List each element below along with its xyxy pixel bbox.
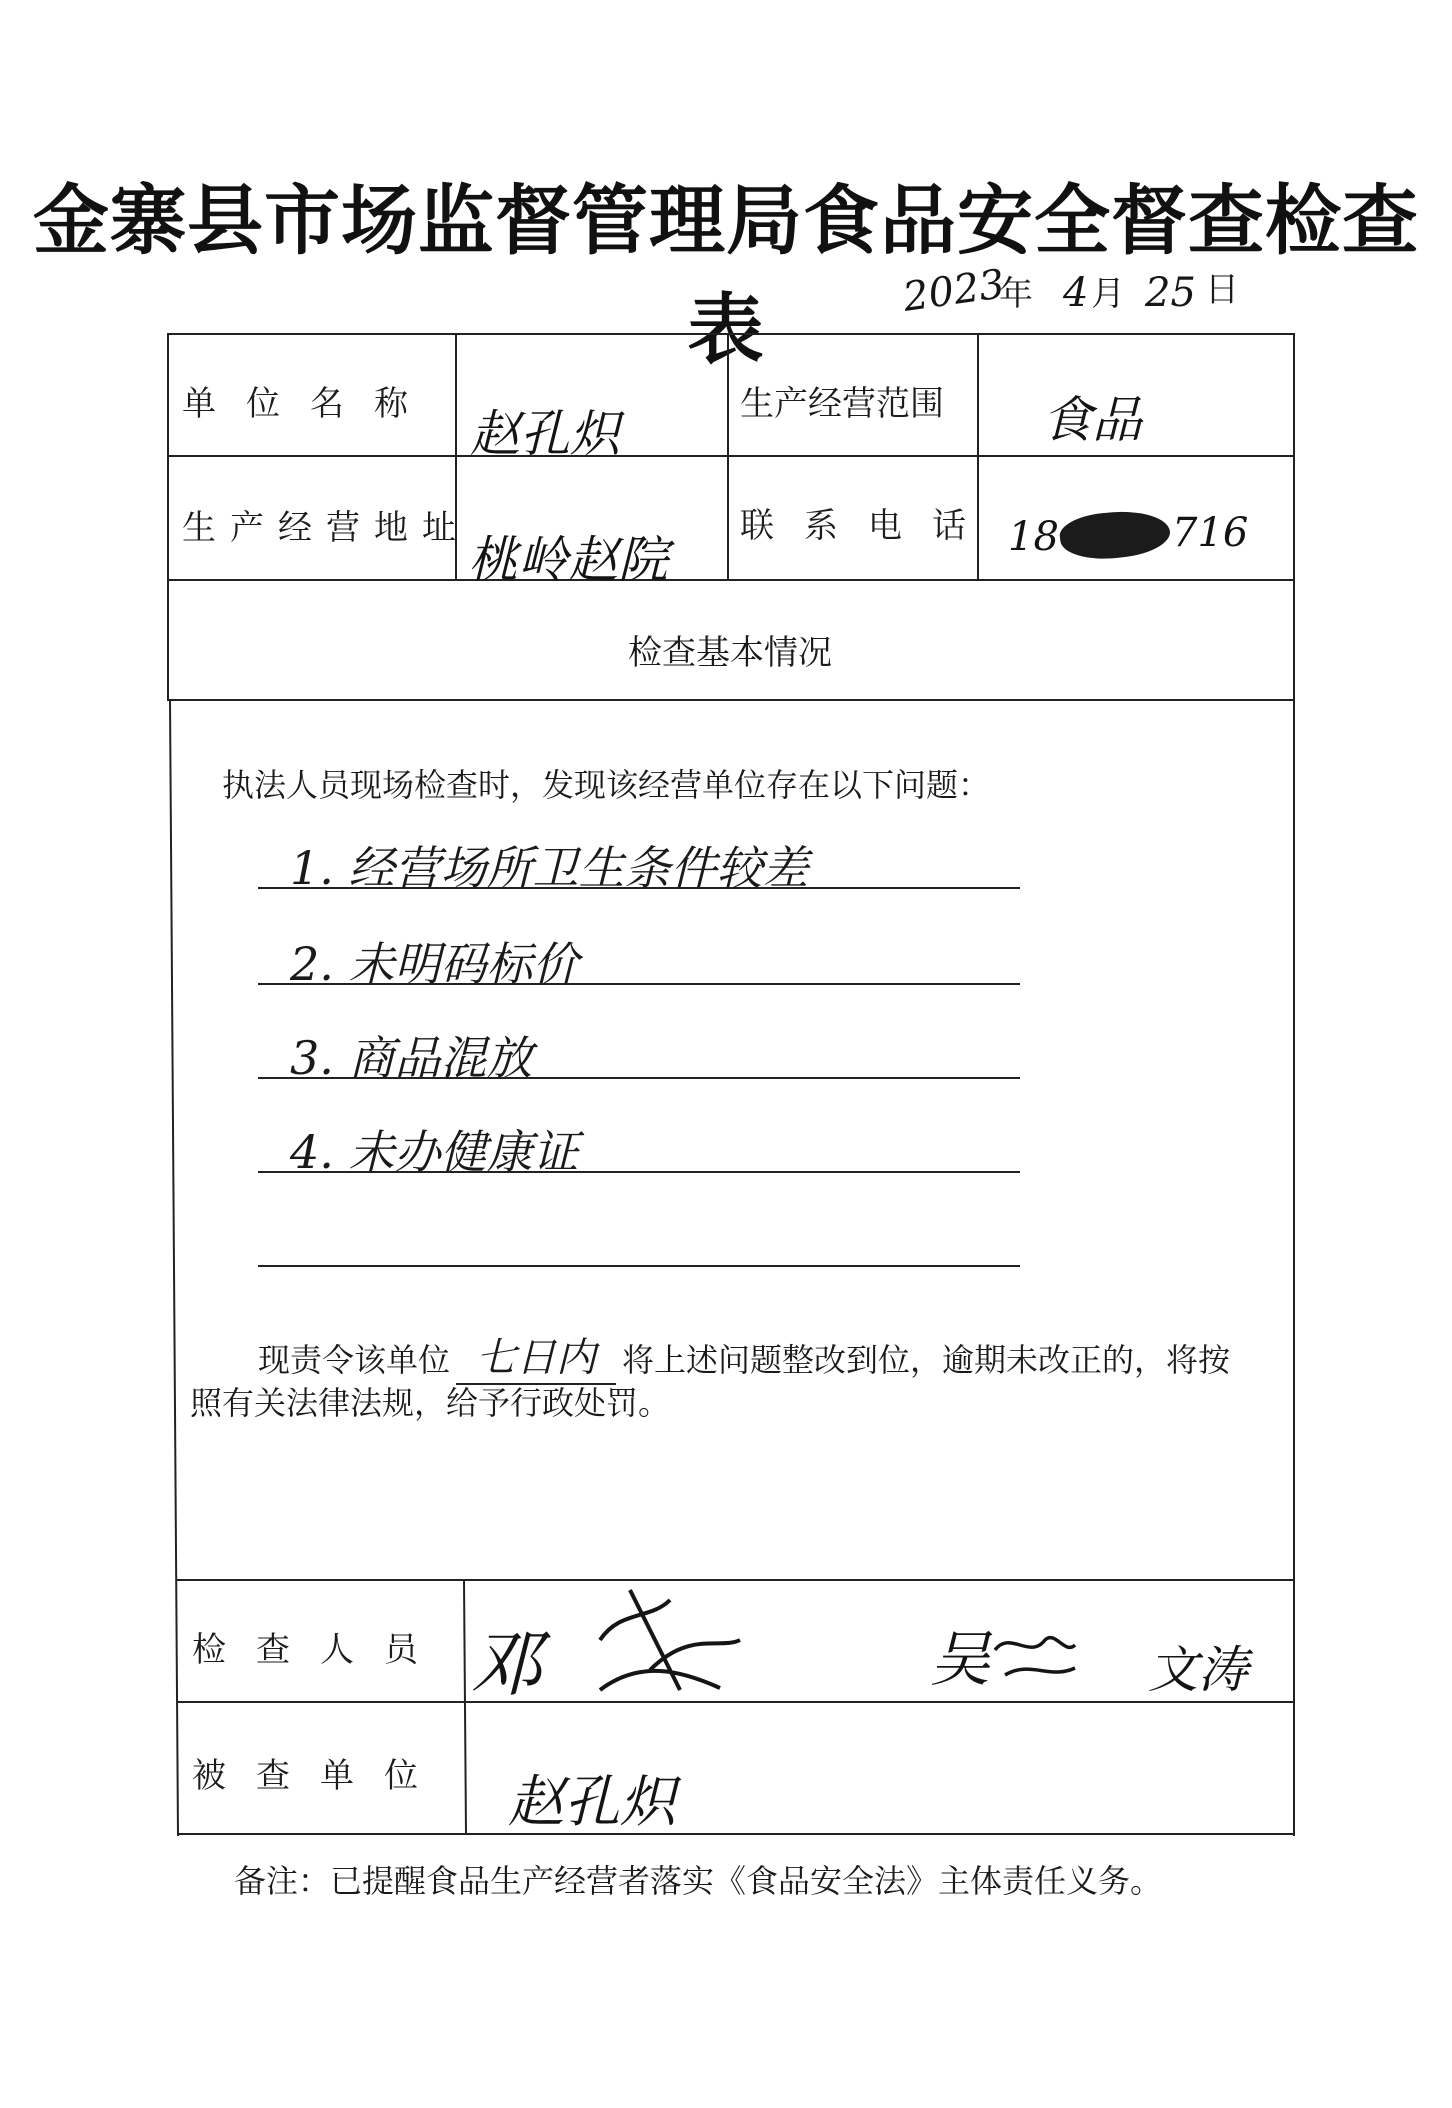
address-label: 生产经营地址 (182, 508, 470, 548)
order-text-post: 将上述问题整改到位，逾期未改正的，将按 (622, 1341, 1231, 1379)
footnote: 备注：已提醒食品生产经营者落实《食品安全法》主体责任义务。 (234, 1862, 1163, 1900)
inspector-signature-scrawl (560, 1570, 760, 1710)
date-month: 4 (1063, 270, 1089, 316)
inspection-date (895, 258, 1255, 328)
issue-item: 1. 经营场所卫生条件较差 (290, 841, 809, 895)
inspected-unit-label: 被查单位 (192, 1756, 448, 1796)
redaction-scribble (1058, 506, 1172, 563)
unit-name-value: 赵孔炽 (470, 405, 620, 463)
date-year: 2023 (900, 261, 1008, 321)
order-text-line2: 照有关法律法规，给予行政处罚。 (190, 1384, 671, 1422)
inspector-signature: 吴 (930, 1625, 990, 1695)
inspector-signature: 邓 (470, 1622, 543, 1706)
document-title: 金寨县市场监督管理局食品安全督查检查表 (33, 176, 1419, 374)
inspector-signature: 文涛 (1148, 1641, 1248, 1699)
phone-label: 联系电话 (740, 506, 996, 546)
section-title: 检查基本情况 (628, 633, 832, 673)
date-day-label: 日 (1205, 270, 1239, 310)
order-deadline: 七日内 (456, 1326, 616, 1385)
order-text-pre: 现责令该单位 (258, 1341, 451, 1379)
date-day: 25 (1145, 270, 1196, 316)
phone-value-prefix: 18 (1008, 514, 1059, 560)
date-year-label: 年 (999, 274, 1033, 314)
inspection-intro: 执法人员现场检查时，发现该经营单位存在以下问题： (222, 766, 991, 804)
address-value: 桃岭赵院 (468, 531, 668, 589)
inspectors-label: 检查人员 (192, 1630, 448, 1670)
phone-value-suffix: 716 (1172, 510, 1249, 556)
date-month-label: 月 (1091, 274, 1125, 314)
unit-name-label: 单位名称 (182, 384, 438, 424)
rectification-order (258, 1326, 1230, 1385)
inspector-signature-scrawl (990, 1620, 1080, 1690)
issue-item: 3. 商品混放 (290, 1031, 533, 1085)
issue-item: 2. 未明码标价 (290, 937, 579, 991)
scope-label: 生产经营范围 (740, 384, 944, 424)
inspected-unit-signature: 赵孔炽 (508, 1770, 676, 1835)
issue-item: 4. 未办健康证 (290, 1125, 579, 1179)
scope-value: 食品 (1042, 391, 1142, 449)
